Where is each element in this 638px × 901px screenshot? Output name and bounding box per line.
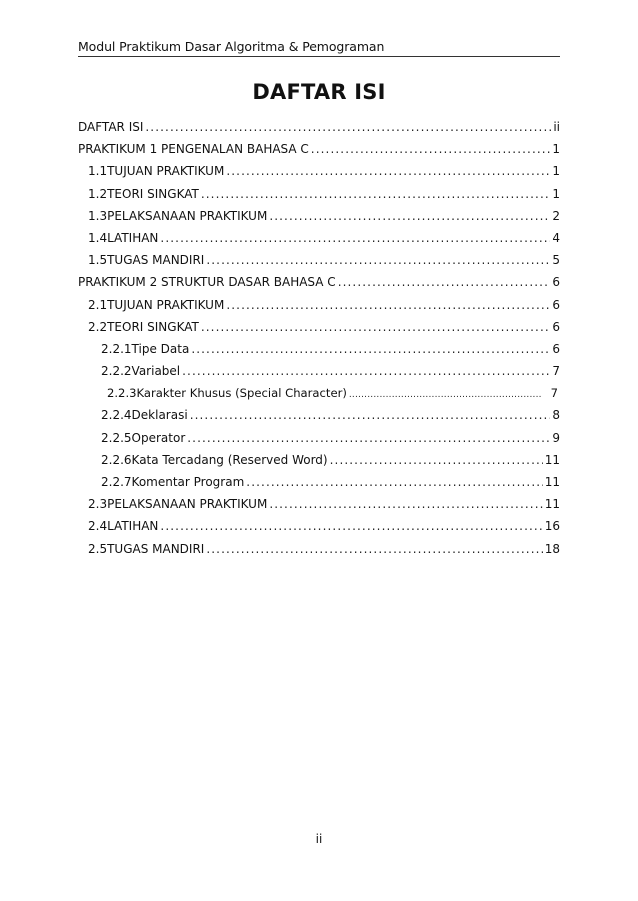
toc-entry-label: Komentar Program — [131, 475, 245, 489]
toc-entry-label: Tipe Data — [131, 341, 190, 356]
toc-entry-page: 7 — [550, 386, 558, 401]
toc-leader-dots — [191, 342, 550, 356]
toc-leader-dots — [246, 475, 542, 489]
toc-leader-dots — [160, 519, 542, 533]
toc-entry-number: 2.2.1 — [101, 341, 132, 356]
toc-entry-label: TUGAS MANDIRI — [107, 541, 205, 556]
toc-entry-page: 18 — [544, 541, 560, 556]
toc-leader-dots — [349, 390, 541, 400]
toc-leader-dots — [187, 431, 550, 445]
toc-entry-number: 2.2.7 — [101, 475, 132, 489]
toc-entry-page: 11 — [544, 497, 560, 512]
toc-entry[interactable] — [78, 231, 560, 253]
toc-entry[interactable] — [78, 253, 560, 275]
toc-entry[interactable] — [78, 142, 560, 164]
toc-entry-number: 2.5 — [88, 541, 108, 556]
toc-entry-page: 7 — [552, 364, 560, 379]
toc-entry-page: 11 — [544, 475, 560, 489]
page-number: ii — [315, 832, 323, 846]
toc-leader-dots — [206, 542, 542, 556]
toc-entry[interactable] — [78, 298, 560, 320]
toc-entry-number: 2.3 — [88, 497, 108, 512]
toc-entry[interactable] — [78, 386, 560, 408]
toc-entry-page: 6 — [552, 341, 560, 356]
toc-leader-dots — [160, 231, 550, 245]
toc-leader-dots — [206, 253, 550, 267]
toc-entry-label: LATIHAN — [107, 519, 159, 534]
toc-entry[interactable] — [78, 275, 560, 297]
toc-entry[interactable] — [78, 453, 560, 475]
toc-entry-number: 2.2.6 — [101, 452, 132, 467]
toc-entry-label: DAFTAR ISI — [78, 120, 144, 134]
toc-entry-label: Karakter Khusus (Special Character) — [136, 386, 347, 401]
toc-leader-dots — [338, 275, 551, 289]
toc-entry-number: 1.2 — [88, 186, 108, 201]
toc-entry-number: 2.2 — [88, 319, 108, 334]
toc-entry-number: 2.1 — [88, 297, 108, 312]
toc-entry-label: TUJUAN PRAKTIKUM — [107, 297, 225, 312]
toc-entry-number: 2.2.5 — [101, 430, 132, 445]
toc-entry-number: 1.3 — [88, 208, 108, 223]
toc-entry-number: 1.5 — [88, 253, 108, 268]
toc-entry[interactable] — [78, 120, 560, 142]
toc-leader-dots — [311, 142, 551, 156]
toc-entry[interactable] — [78, 364, 560, 386]
toc-entry-page: 6 — [552, 297, 560, 312]
toc-entry[interactable] — [78, 342, 560, 364]
page-title: DAFTAR ISI — [252, 80, 386, 104]
toc-leader-dots — [226, 298, 550, 312]
toc-entry-page: 11 — [544, 452, 560, 467]
toc-entry[interactable] — [78, 408, 560, 430]
toc-leader-dots — [201, 187, 551, 201]
toc-entry[interactable] — [78, 542, 560, 564]
toc-entry[interactable] — [78, 519, 560, 541]
toc-entry-label: TEORI SINGKAT — [107, 319, 199, 334]
toc-leader-dots — [269, 497, 542, 511]
toc-entry-page: 6 — [552, 275, 560, 290]
toc-entry-number: 2.2.2 — [101, 364, 132, 379]
toc-entry-page: 6 — [552, 319, 560, 334]
toc-entry-number: 2.4 — [88, 519, 108, 534]
toc-entry-label: PRAKTIKUM 2 STRUKTUR DASAR BAHASA C — [78, 275, 336, 290]
toc-entry-page: 5 — [552, 253, 560, 268]
toc-leader-dots — [330, 453, 543, 467]
toc-leader-dots — [201, 320, 551, 334]
toc-entry-page: 8 — [552, 408, 560, 423]
toc-leader-dots — [182, 364, 550, 378]
toc-leader-dots — [226, 164, 550, 178]
toc-entry-page: 2 — [552, 208, 560, 223]
toc-entry-page: 1 — [552, 164, 560, 179]
toc-entry[interactable] — [78, 187, 560, 209]
toc-entry-page: 16 — [544, 519, 560, 534]
toc-entry-label: PELAKSANAAN PRAKTIKUM — [107, 208, 268, 223]
toc-entry-number: 2.2.3 — [107, 386, 137, 401]
toc-leader-dots — [145, 120, 551, 134]
toc-entry-page: ii — [553, 120, 560, 134]
toc-entry-label: LATIHAN — [107, 230, 159, 245]
toc-entry[interactable] — [78, 320, 560, 342]
toc-leader-dots — [190, 408, 551, 422]
toc-entry-number: 1.4 — [88, 230, 108, 245]
toc-entry-label: Operator — [131, 430, 186, 445]
toc-entry-label: Kata Tercadang (Reserved Word) — [131, 452, 328, 467]
toc-entry[interactable] — [78, 164, 560, 186]
toc-entry-label: PRAKTIKUM 1 PENGENALAN BAHASA C — [78, 142, 309, 157]
toc-entry-page: 1 — [552, 186, 560, 201]
table-of-contents — [78, 120, 560, 564]
toc-entry-label: TUGAS MANDIRI — [107, 253, 205, 268]
running-header: Modul Praktikum Dasar Algoritma & Pemograman — [78, 39, 560, 57]
toc-entry[interactable] — [78, 431, 560, 453]
toc-entry-label: Deklarasi — [131, 408, 188, 423]
toc-entry[interactable] — [78, 209, 560, 231]
toc-entry-label: PELAKSANAAN PRAKTIKUM — [107, 497, 268, 512]
toc-entry[interactable] — [78, 497, 560, 519]
toc-entry-number: 2.2.4 — [101, 408, 132, 423]
toc-entry-page: 9 — [552, 430, 560, 445]
toc-entry-label: TUJUAN PRAKTIKUM — [107, 164, 225, 179]
toc-entry-label: Variabel — [131, 364, 181, 379]
toc-entry-number: 1.1 — [88, 164, 108, 179]
toc-entry-page: 4 — [552, 230, 560, 245]
toc-leader-dots — [269, 209, 550, 223]
toc-entry-label: TEORI SINGKAT — [107, 186, 199, 201]
toc-entry[interactable] — [78, 475, 560, 497]
toc-entry-page: 1 — [552, 142, 560, 157]
